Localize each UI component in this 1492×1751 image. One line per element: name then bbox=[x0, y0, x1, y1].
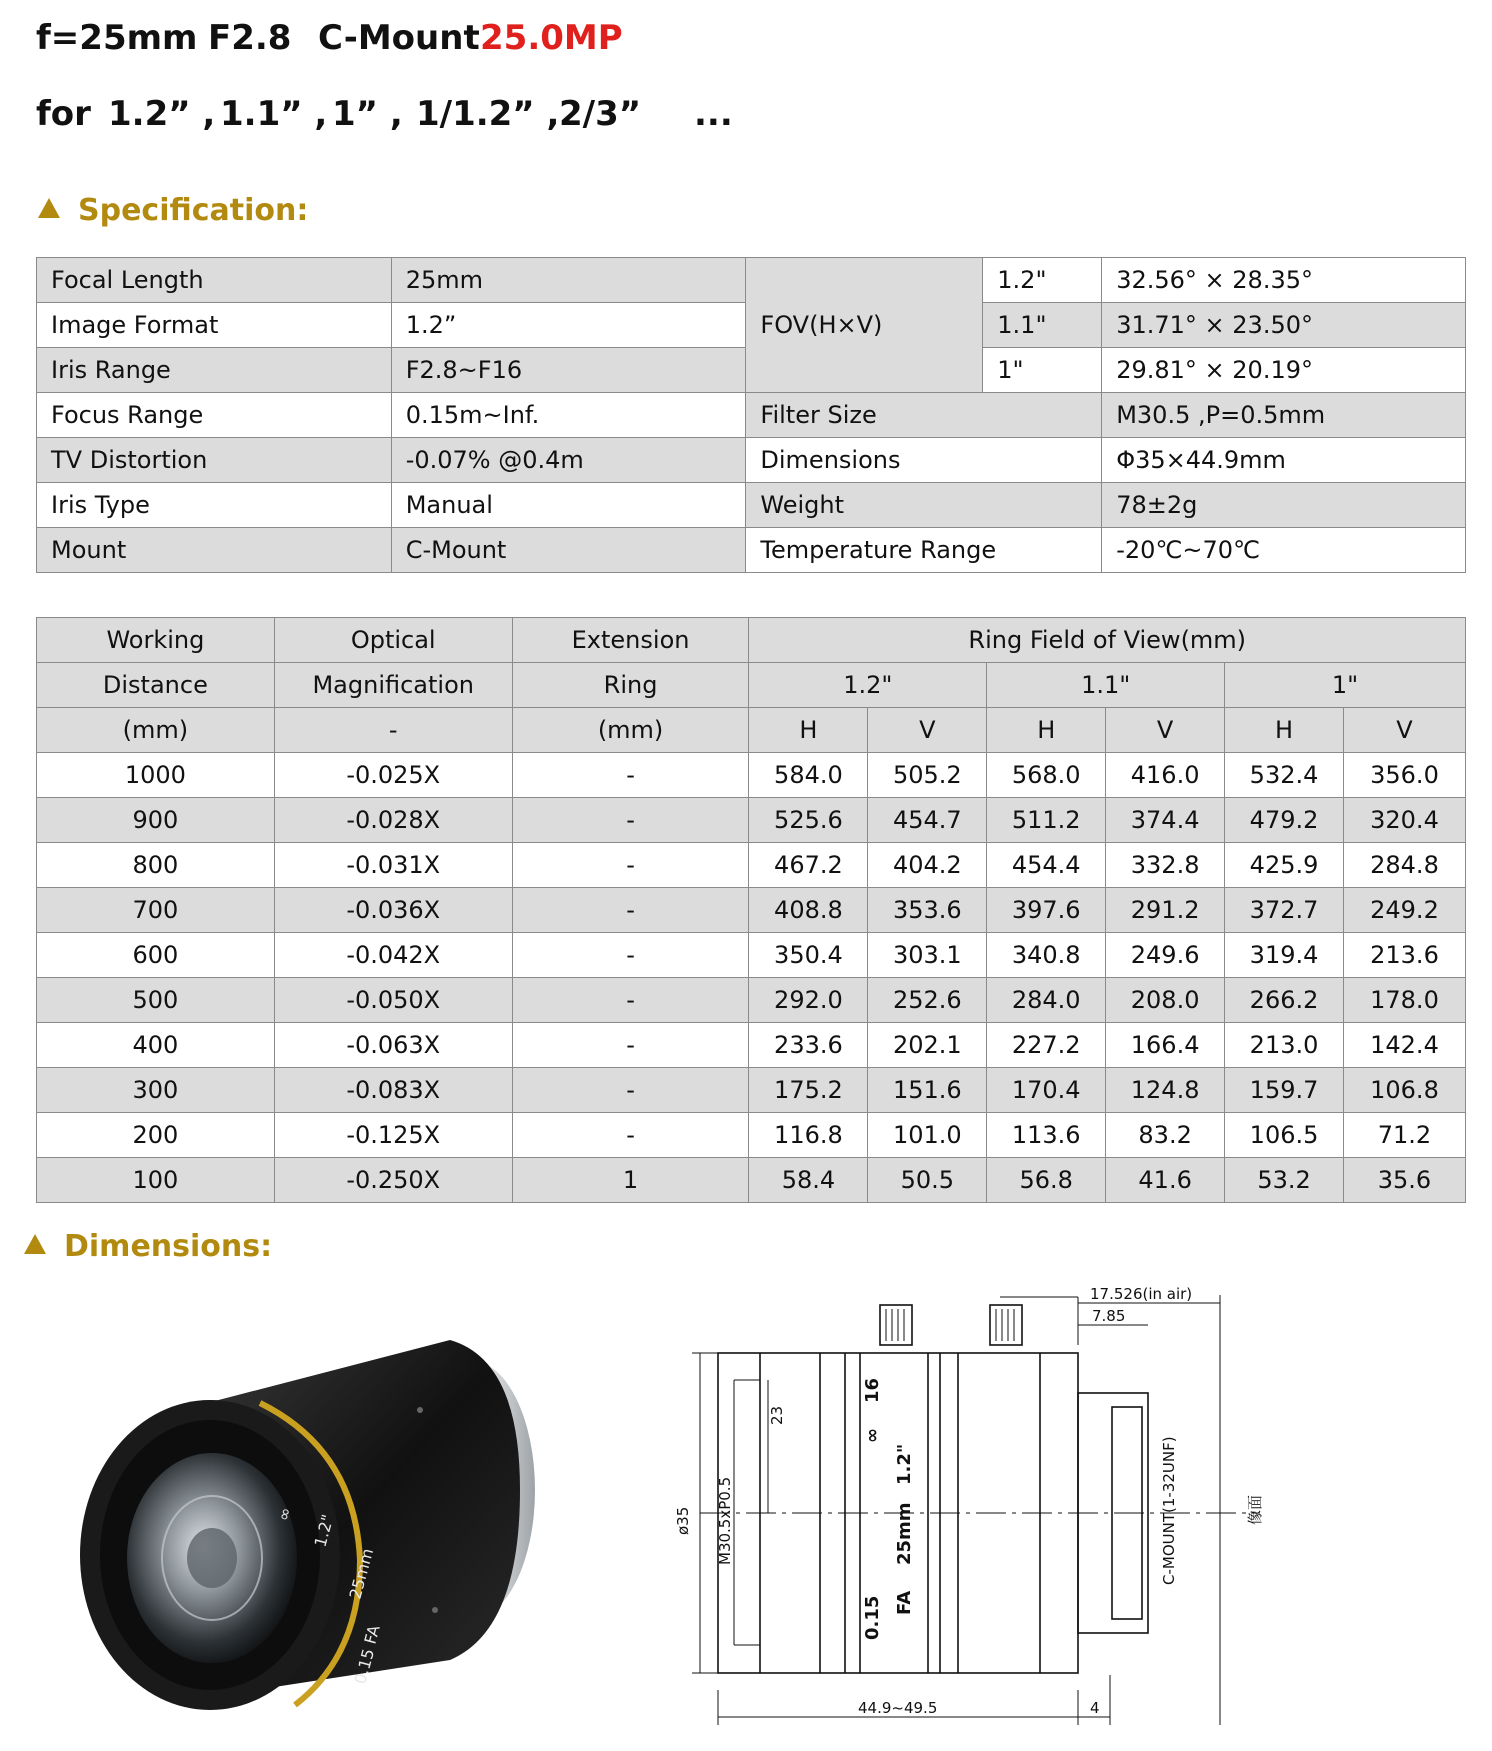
spec-row bbox=[37, 483, 1466, 528]
table-cell: -0.028X bbox=[274, 798, 512, 843]
table-cell: 372.7 bbox=[1225, 888, 1344, 933]
table-cell: - bbox=[512, 933, 749, 978]
spec-label: Filter Size bbox=[746, 393, 1102, 438]
table-cell: 416.0 bbox=[1106, 753, 1225, 798]
table-cell: 525.6 bbox=[749, 798, 868, 843]
table-cell: 151.6 bbox=[868, 1068, 987, 1113]
table-cell: -0.250X bbox=[274, 1158, 512, 1203]
table-cell: 467.2 bbox=[749, 843, 868, 888]
table-cell: 227.2 bbox=[987, 1023, 1106, 1068]
table-cell: 425.9 bbox=[1225, 843, 1344, 888]
spec-row bbox=[37, 393, 1466, 438]
table-cell: - bbox=[512, 753, 749, 798]
table-cell: 356.0 bbox=[1343, 753, 1465, 798]
spec-value: Φ35×44.9mm bbox=[1102, 438, 1466, 483]
table-header-row bbox=[37, 618, 1466, 663]
dim-m305-label: M30.5xP0.5 bbox=[716, 1476, 734, 1565]
spec-value: -0.07% @0.4m bbox=[391, 438, 746, 483]
table-cell: 142.4 bbox=[1343, 1023, 1465, 1068]
table-cell: 170.4 bbox=[987, 1068, 1106, 1113]
column-header: Ring bbox=[512, 663, 749, 708]
engraving-fa: FA bbox=[360, 1623, 384, 1647]
table-cell: -0.063X bbox=[274, 1023, 512, 1068]
lens-inf-label: ∞ bbox=[862, 1428, 883, 1443]
image-plane-label: 像面 bbox=[1246, 1494, 1264, 1525]
table-cell: 252.6 bbox=[868, 978, 987, 1023]
table-cell: - bbox=[512, 1023, 749, 1068]
table-cell: 404.2 bbox=[868, 843, 987, 888]
table-cell: 700 bbox=[37, 888, 275, 933]
mount-title: C-Mount bbox=[318, 18, 480, 58]
table-cell: 284.8 bbox=[1343, 843, 1465, 888]
table-cell: 511.2 bbox=[987, 798, 1106, 843]
table-cell: 106.5 bbox=[1225, 1113, 1344, 1158]
engraving-015: 0.15 bbox=[350, 1646, 379, 1687]
focus-knob bbox=[880, 1305, 912, 1345]
table-row bbox=[37, 1068, 1466, 1113]
table-cell: 374.4 bbox=[1106, 798, 1225, 843]
table-row bbox=[37, 888, 1466, 933]
column-header: Magnification bbox=[274, 663, 512, 708]
column-header: V bbox=[1106, 708, 1225, 753]
table-cell: 284.0 bbox=[987, 978, 1106, 1023]
table-header-row bbox=[37, 663, 1466, 708]
table-cell: 233.6 bbox=[749, 1023, 868, 1068]
fov-value: 32.56° × 28.35° bbox=[1102, 258, 1466, 303]
spec-label: Image Format bbox=[37, 303, 392, 348]
triangle-icon bbox=[24, 1234, 46, 1254]
fov-format: 1.1" bbox=[983, 303, 1102, 348]
dim-23-label: 23 bbox=[768, 1405, 786, 1425]
table-cell: 71.2 bbox=[1343, 1113, 1465, 1158]
table-cell: 35.6 bbox=[1343, 1158, 1465, 1203]
dimension-drawing bbox=[674, 1285, 1420, 1740]
table-cell: 400 bbox=[37, 1023, 275, 1068]
table-cell: -0.036X bbox=[274, 888, 512, 933]
table-cell: 568.0 bbox=[987, 753, 1106, 798]
table-cell: 532.4 bbox=[1225, 753, 1344, 798]
format-item: 1.1” , bbox=[220, 94, 328, 134]
table-cell: 505.2 bbox=[868, 753, 987, 798]
table-cell: -0.050X bbox=[274, 978, 512, 1023]
spec-label: Weight bbox=[746, 483, 1102, 528]
table-cell: 83.2 bbox=[1106, 1113, 1225, 1158]
column-header: Ring Field of View(mm) bbox=[749, 618, 1466, 663]
column-header: V bbox=[868, 708, 987, 753]
dim-35-label: ø35 bbox=[674, 1506, 692, 1535]
table-cell: -0.031X bbox=[274, 843, 512, 888]
table-cell: 100 bbox=[37, 1158, 275, 1203]
column-header: H bbox=[1225, 708, 1344, 753]
ellipsis: ... bbox=[694, 94, 733, 134]
column-header: (mm) bbox=[512, 708, 749, 753]
format-item: 1.2” , bbox=[108, 94, 216, 134]
table-cell: 166.4 bbox=[1106, 1023, 1225, 1068]
table-cell: 1 bbox=[512, 1158, 749, 1203]
dim-4-label: 4 bbox=[1090, 1699, 1100, 1717]
screw-hole bbox=[417, 1407, 423, 1413]
table-row bbox=[37, 753, 1466, 798]
column-header: Distance bbox=[37, 663, 275, 708]
column-header: Working bbox=[37, 618, 275, 663]
table-row bbox=[37, 843, 1466, 888]
fov-format: 1.2" bbox=[983, 258, 1102, 303]
table-cell: -0.042X bbox=[274, 933, 512, 978]
table-cell: 332.8 bbox=[1106, 843, 1225, 888]
table-row bbox=[37, 1113, 1466, 1158]
table-row bbox=[37, 933, 1466, 978]
lens-photo bbox=[60, 1300, 580, 1720]
spec-label: TV Distortion bbox=[37, 438, 392, 483]
table-cell: 266.2 bbox=[1225, 978, 1344, 1023]
spec-value: 0.15m~Inf. bbox=[391, 393, 746, 438]
lens-16-label: 16 bbox=[862, 1377, 883, 1403]
triangle-icon bbox=[38, 198, 60, 218]
engraving-inf: ∞ bbox=[273, 1505, 296, 1524]
spec-row bbox=[37, 258, 1466, 303]
dim-length-label: 44.9~49.5 bbox=[858, 1699, 938, 1717]
spec-value: 25mm bbox=[391, 258, 746, 303]
fov-format: 1" bbox=[983, 348, 1102, 393]
table-cell: 397.6 bbox=[987, 888, 1106, 933]
table-cell: 800 bbox=[37, 843, 275, 888]
table-cell: 353.6 bbox=[868, 888, 987, 933]
table-cell: 124.8 bbox=[1106, 1068, 1225, 1113]
spec-label: Focus Range bbox=[37, 393, 392, 438]
table-cell: 41.6 bbox=[1106, 1158, 1225, 1203]
column-header: H bbox=[749, 708, 868, 753]
for-label: for bbox=[36, 94, 91, 134]
table-cell: 200 bbox=[37, 1113, 275, 1158]
table-cell: 50.5 bbox=[868, 1158, 987, 1203]
table-cell: 53.2 bbox=[1225, 1158, 1344, 1203]
column-header: (mm) bbox=[37, 708, 275, 753]
lens-015-label: 0.15 bbox=[862, 1595, 883, 1640]
spec-value: 78±2g bbox=[1102, 483, 1466, 528]
format-item: 2/3” bbox=[559, 94, 642, 134]
dim-785-label: 7.85 bbox=[1092, 1307, 1126, 1325]
specification-heading: Specification: bbox=[38, 193, 308, 228]
dimensions-heading: Dimensions: bbox=[24, 1229, 272, 1264]
table-cell: - bbox=[512, 1068, 749, 1113]
table-cell: 319.4 bbox=[1225, 933, 1344, 978]
table-cell: 900 bbox=[37, 798, 275, 843]
format-item: 1/1.2” , bbox=[416, 94, 560, 134]
iris-knob bbox=[990, 1305, 1022, 1345]
table-cell: - bbox=[512, 1113, 749, 1158]
fov-value: 29.81° × 20.19° bbox=[1102, 348, 1466, 393]
spec-label: Dimensions bbox=[746, 438, 1102, 483]
column-header: V bbox=[1343, 708, 1465, 753]
table-cell: - bbox=[512, 798, 749, 843]
table-cell: - bbox=[512, 888, 749, 933]
lens-25mm-label: 25mm bbox=[894, 1502, 915, 1565]
table-cell: 56.8 bbox=[987, 1158, 1106, 1203]
spec-value: Manual bbox=[391, 483, 746, 528]
spec-label: Focal Length bbox=[37, 258, 392, 303]
table-cell: - bbox=[512, 843, 749, 888]
column-header: 1" bbox=[1225, 663, 1466, 708]
column-header: Extension bbox=[512, 618, 749, 663]
column-header: - bbox=[274, 708, 512, 753]
table-cell: 178.0 bbox=[1343, 978, 1465, 1023]
spec-label: Mount bbox=[37, 528, 392, 573]
working-distance-table bbox=[36, 617, 1466, 1203]
table-cell: 113.6 bbox=[987, 1113, 1106, 1158]
specification-table bbox=[36, 257, 1466, 573]
table-cell: 1000 bbox=[37, 753, 275, 798]
table-cell: 249.2 bbox=[1343, 888, 1465, 933]
table-cell: 340.8 bbox=[987, 933, 1106, 978]
table-cell: 106.8 bbox=[1343, 1068, 1465, 1113]
table-cell: 500 bbox=[37, 978, 275, 1023]
table-cell: 479.2 bbox=[1225, 798, 1344, 843]
format-item: 1” , bbox=[332, 94, 403, 134]
table-cell: -0.125X bbox=[274, 1113, 512, 1158]
compatible-formats-line bbox=[36, 94, 796, 138]
table-cell: 101.0 bbox=[868, 1113, 987, 1158]
table-cell: 292.0 bbox=[749, 978, 868, 1023]
spec-label: Iris Range bbox=[37, 348, 392, 393]
spec-label: Temperature Range bbox=[746, 528, 1102, 573]
lens-fa-label: FA bbox=[894, 1590, 915, 1615]
table-row bbox=[37, 798, 1466, 843]
glass-center bbox=[187, 1528, 237, 1588]
table-row bbox=[37, 1158, 1466, 1203]
spec-value: -20℃~70℃ bbox=[1102, 528, 1466, 573]
aperture-title: F2.8 bbox=[208, 18, 292, 58]
spec-row bbox=[37, 528, 1466, 573]
engraving-12: 1.2" bbox=[310, 1512, 338, 1550]
dim-17526-label: 17.526(in air) bbox=[1090, 1285, 1193, 1303]
spec-value: M30.5 ,P=0.5mm bbox=[1102, 393, 1466, 438]
column-header: 1.2" bbox=[749, 663, 987, 708]
table-cell: -0.025X bbox=[274, 753, 512, 798]
table-cell: 213.6 bbox=[1343, 933, 1465, 978]
fov-value: 31.71° × 23.50° bbox=[1102, 303, 1466, 348]
column-header: Optical bbox=[274, 618, 512, 663]
table-cell: 454.7 bbox=[868, 798, 987, 843]
table-cell: 350.4 bbox=[749, 933, 868, 978]
screw-hole bbox=[432, 1607, 438, 1613]
table-cell: 454.4 bbox=[987, 843, 1106, 888]
lens-12-label: 1.2" bbox=[894, 1443, 915, 1485]
column-header: H bbox=[987, 708, 1106, 753]
working-distance-rows bbox=[37, 753, 1466, 1203]
table-cell: 300 bbox=[37, 1068, 275, 1113]
table-cell: 584.0 bbox=[749, 753, 868, 798]
spec-label: Iris Type bbox=[37, 483, 392, 528]
table-cell: 408.8 bbox=[749, 888, 868, 933]
product-title-line bbox=[36, 18, 736, 62]
table-cell: 159.7 bbox=[1225, 1068, 1344, 1113]
spec-value: C-Mount bbox=[391, 528, 746, 573]
table-cell: 303.1 bbox=[868, 933, 987, 978]
table-cell: -0.083X bbox=[274, 1068, 512, 1113]
table-header-row bbox=[37, 708, 1466, 753]
spec-value: F2.8~F16 bbox=[391, 348, 746, 393]
table-cell: 600 bbox=[37, 933, 275, 978]
table-row bbox=[37, 978, 1466, 1023]
focal-length-title: f=25mm bbox=[36, 18, 198, 58]
table-cell: 291.2 bbox=[1106, 888, 1225, 933]
table-cell: 208.0 bbox=[1106, 978, 1225, 1023]
spec-value: 1.2” bbox=[391, 303, 746, 348]
table-cell: 116.8 bbox=[749, 1113, 868, 1158]
cmount-label: C-MOUNT(1-32UNF) bbox=[1160, 1436, 1178, 1585]
table-cell: 320.4 bbox=[1343, 798, 1465, 843]
table-cell: 202.1 bbox=[868, 1023, 987, 1068]
table-cell: 249.6 bbox=[1106, 933, 1225, 978]
table-cell: 58.4 bbox=[749, 1158, 868, 1203]
table-row bbox=[37, 1023, 1466, 1068]
table-cell: 175.2 bbox=[749, 1068, 868, 1113]
table-cell: 213.0 bbox=[1225, 1023, 1344, 1068]
engraving-25mm: 25mm bbox=[345, 1546, 378, 1602]
column-header: 1.1" bbox=[987, 663, 1225, 708]
fov-label: FOV(H×V) bbox=[746, 258, 983, 393]
resolution-title: 25.0MP bbox=[480, 18, 623, 58]
table-cell: - bbox=[512, 978, 749, 1023]
spec-row bbox=[37, 438, 1466, 483]
